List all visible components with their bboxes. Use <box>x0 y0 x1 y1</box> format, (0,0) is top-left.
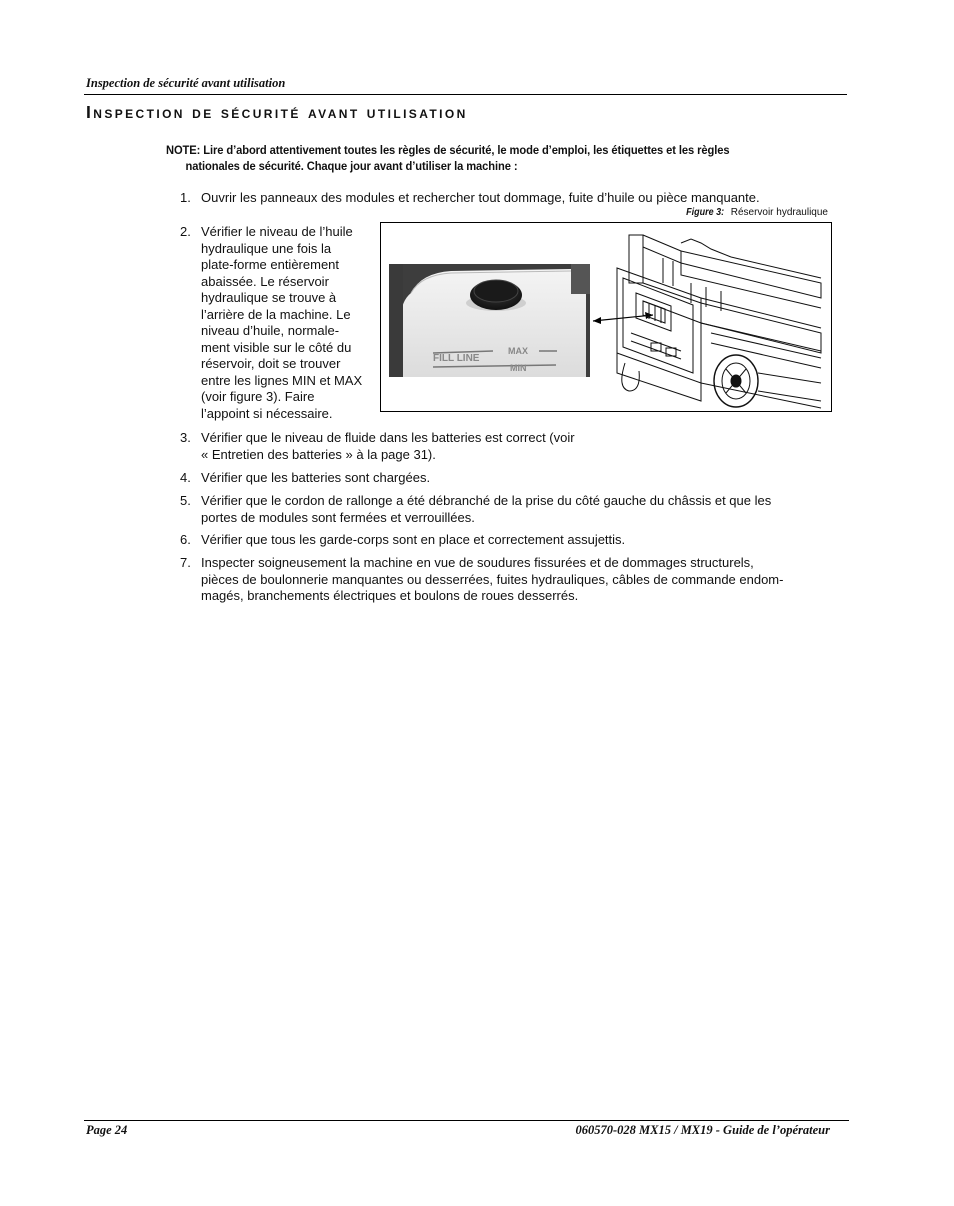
header-rule <box>84 94 847 95</box>
footer-rule <box>84 1120 849 1121</box>
list-item-number: 6. <box>180 532 191 547</box>
note-label: NOTE: <box>166 143 201 157</box>
list-item-text: Vérifier le niveau de l’huile <box>201 224 353 239</box>
list-item-text: (voir figure 3). Faire <box>201 389 315 404</box>
figure-hydraulic-reservoir <box>380 222 832 412</box>
list-item-text: Vérifier que tous les garde-corps sont en place et correctement assujettis. <box>201 532 626 547</box>
list-item-number: 4. <box>180 470 191 485</box>
list-item-number: 1. <box>180 190 191 205</box>
list-item-text: Inspecter soigneusement la machine en vue de soudures fissurées et de dommages structurels, <box>201 555 754 570</box>
machine-drawing <box>617 235 821 408</box>
list-item-number: 2. <box>180 224 191 239</box>
list-item-text: Vérifier que les batteries sont chargées. <box>201 470 431 485</box>
safety-note <box>166 143 780 174</box>
figure-illustration <box>381 223 833 413</box>
list-item-text: pièces de boulonnerie manquantes ou desserrées, fuites hydrauliques, câbles de commande endom- <box>201 571 784 587</box>
list-item-text: Ouvrir les panneaux des modules et rechercher tout dommage, fuite d’huile ou pièce manquante. <box>201 190 760 205</box>
list-item-text: « Entretien des batteries » à la page 31). <box>201 446 436 462</box>
list-item-text: entre les lignes MIN et MAX <box>201 372 363 388</box>
list-item-text: l’appoint si nécessaire. <box>201 405 333 421</box>
reservoir-photo <box>389 264 590 377</box>
list-item-text: abaissée. Le réservoir <box>201 273 329 289</box>
list-item-text: plate-forme entièrement <box>201 257 340 272</box>
max-label: MAX <box>508 346 528 356</box>
note-line-2: nationales de sécurité. Chaque jour avant d’utiliser la machine : <box>185 158 518 173</box>
list-item-text: hydraulique une fois la <box>201 240 332 256</box>
figure-caption <box>684 207 828 218</box>
list-item-text: magés, branchements électriques et boulons de roues desserrés. <box>201 588 579 603</box>
list-item-text: réservoir, doit se trouver <box>201 356 341 371</box>
list-item-text: Vérifier que le niveau de fluide dans les batteries est correct (voir <box>201 430 575 445</box>
page-title: Inspection de sécurité avant utilisation <box>86 102 468 122</box>
list-item-text: portes de modules sont fermées et verrouillées. <box>201 509 475 525</box>
list-item-text: niveau d’huile, normale- <box>201 323 340 338</box>
list-item-text: hydraulique se trouve à <box>201 290 337 305</box>
running-header: Inspection de sécurité avant utilisation <box>86 76 286 90</box>
list-item-number: 5. <box>180 493 191 508</box>
list-item-number: 3. <box>180 430 191 445</box>
page-number: Page 24 <box>86 1123 128 1137</box>
document-reference: 060570-028 MX15 / MX19 - Guide de l’opérateur <box>575 1123 830 1137</box>
note-line-1: Lire d’abord attentivement toutes les règles de sécurité, le mode d’emploi, les étiquettes et les règles <box>203 143 730 157</box>
list-item-number: 7. <box>180 555 191 570</box>
list-item-text: l’arrière de la machine. Le <box>201 306 351 322</box>
min-label: MIN <box>510 363 527 373</box>
figure-caption-text: Réservoir hydraulique <box>730 207 828 218</box>
fill-line-label: FILL LINE <box>433 353 480 364</box>
list-item-text: Vérifier que le cordon de rallonge a été débranché de la prise du côté gauche du châssis et que les <box>201 493 772 508</box>
list-item-text: ment visible sur le côté du <box>201 339 352 355</box>
figure-label: Figure 3: <box>686 207 725 218</box>
